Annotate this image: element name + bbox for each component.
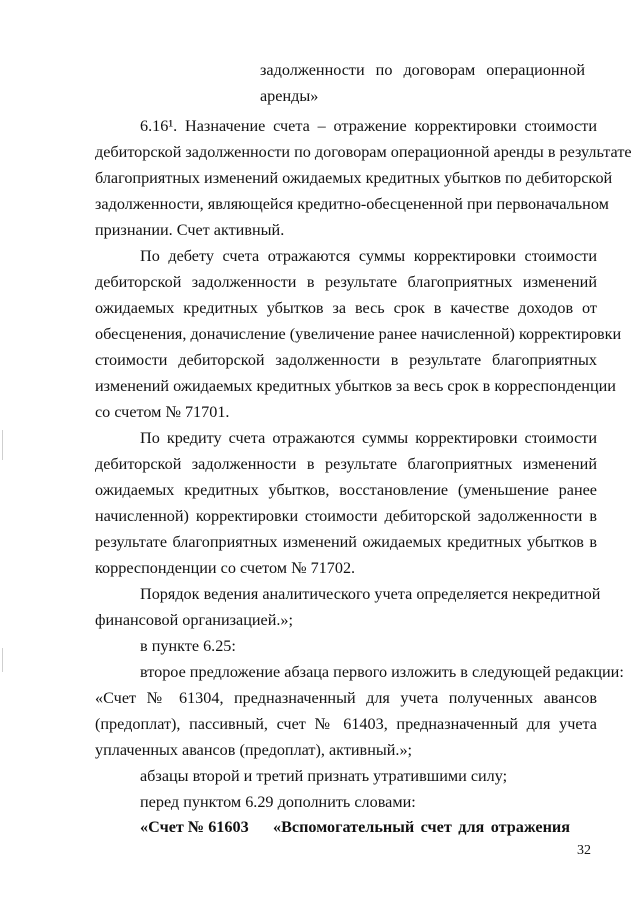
paragraph-line: перед пунктом 6.29 дополнить словами: xyxy=(140,793,416,811)
paragraph-line: ожидаемых кредитных убытков за весь срок в качестве доходов от xyxy=(95,299,597,317)
paragraph-line: уплаченных авансов (предоплат), активный.»; xyxy=(95,741,413,759)
header-line: аренды» xyxy=(260,87,319,105)
paragraph-line: задолженности, являющейся кредитно-обесцененной при первоначальном xyxy=(95,195,609,213)
paragraph-line: стоимости дебиторской задолженности в результате благоприятных xyxy=(95,351,597,369)
paragraph-line: обесценения, доначисление (увеличение ранее начисленной) корректировки xyxy=(95,325,622,343)
paragraph-line: 6.16¹. Назначение счета – отражение корректировки стоимости xyxy=(140,117,597,135)
paragraph-line: результате благоприятных изменений ожидаемых кредитных убытков в xyxy=(95,533,597,551)
account-description: «Вспомогательный счет для отражения xyxy=(273,818,570,836)
paragraph-line: «Счет № 61304, предназначенный для учета полученных авансов xyxy=(95,689,597,707)
paragraph-line: второе предложение абзаца первого изложить в следующей редакции: xyxy=(140,663,624,681)
paragraph-line: По кредиту счета отражаются суммы корректировки стоимости xyxy=(140,429,597,447)
paragraph-line: признании. Счет активный. xyxy=(95,221,285,239)
paragraph-line: дебиторской задолженности в результате благоприятных изменений xyxy=(95,273,597,291)
header-line: задолженности по договорам операционной xyxy=(260,61,585,79)
paragraph-line: дебиторской задолженности по договорам операционной аренды в результате xyxy=(95,143,632,161)
paragraph-line: ожидаемых кредитных убытков, восстановление (уменьшение ранее xyxy=(95,481,597,499)
paragraph-line: абзацы второй и третий признать утратившими силу; xyxy=(140,767,508,785)
paragraph-line: корреспонденции со счетом № 71702. xyxy=(95,559,356,577)
paragraph-line: изменений ожидаемых кредитных убытков за весь срок в корреспонденции xyxy=(95,377,616,395)
paragraph-line: начисленной) корректировки стоимости дебиторской задолженности в xyxy=(95,507,597,525)
paragraph-line: финансовой организацией.»; xyxy=(95,611,294,629)
account-number: «Счет № 61603 xyxy=(140,818,249,836)
paragraph-line: в пункте 6.25: xyxy=(140,637,236,655)
scan-margin-mark xyxy=(2,648,3,672)
scan-margin-mark xyxy=(2,430,3,460)
paragraph-line: Порядок ведения аналитического учета определяется некредитной xyxy=(140,585,601,603)
paragraph-line: со счетом № 71701. xyxy=(95,403,230,421)
paragraph-line: По дебету счета отражаются суммы корректировки стоимости xyxy=(140,247,597,265)
paragraph-line: (предоплат), пассивный, счет № 61403, предназначенный для учета xyxy=(95,715,597,733)
page-number: 32 xyxy=(577,843,591,858)
paragraph-line: благоприятных изменений ожидаемых кредитных убытков по дебиторской xyxy=(95,169,613,187)
paragraph-line: дебиторской задолженности в результате благоприятных изменений xyxy=(95,455,597,473)
